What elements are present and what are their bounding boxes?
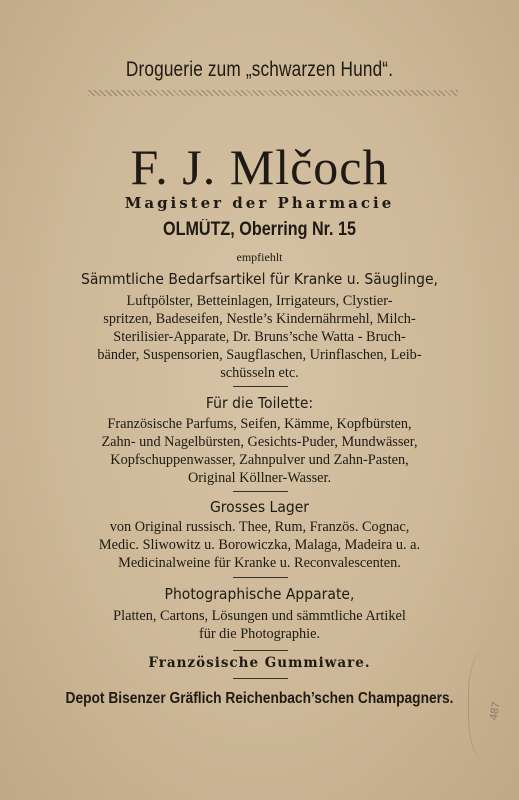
section-2-line: Original Köllner-Wasser.	[187, 470, 332, 486]
section-1-body	[0, 292, 519, 382]
address: OLMÜTZ, Oberring Nr. 15	[163, 219, 356, 240]
decorative-rule	[88, 90, 458, 96]
divider	[233, 386, 288, 387]
section-2-heading: Für die Toilette:	[205, 394, 314, 412]
section-2-line: Kopfschuppenwasser, Zahnpulver und Zahn-Pasten,	[110, 452, 409, 468]
section-4-line: Platten, Cartons, Lösungen und sämmtliche Artikel	[113, 608, 406, 624]
section-1-line: Sterilisier-Apparate, Dr. Bruns’sche Watta - Bruch-	[113, 329, 406, 345]
proprietor-title: Magister der Pharmacie	[124, 194, 395, 212]
divider	[233, 491, 288, 492]
divider	[233, 650, 288, 651]
pencil-note: 487	[487, 700, 503, 722]
section-1-heading: Sämmtliche Bedarfsartikel für Kranke u. Säuglinge,	[81, 270, 438, 288]
section-1-line: spritzen, Badeseifen, Nestle’s Kindernährmehl, Milch-	[103, 311, 416, 327]
section-3-heading: Grosses Lager	[209, 498, 310, 516]
shop-header: Droguerie zum „schwarzen Hund“.	[125, 58, 394, 81]
section-1-line: Luftpölster, Betteinlagen, Irrigateurs, Clystier-	[126, 293, 393, 309]
section-3-line: Medicinalweine für Kranke u. Reconvalescenten.	[118, 555, 401, 571]
depot-line: Depot Bisenzer Gräflich Reichenbach’schen Champagners.	[65, 690, 454, 707]
section-2-line: Französische Parfums, Seifen, Kämme, Kopfbürsten,	[107, 416, 412, 432]
divider	[233, 577, 288, 578]
section-2-line: Zahn- und Nagelbürsten, Gesichts-Puder, Mundwässer,	[101, 434, 418, 450]
section-3-line: von Original russisch. Thee, Rum, Französ. Cognac,	[109, 519, 410, 535]
section-4-heading: Photographische Apparate,	[164, 585, 355, 603]
section-1-line: schüsseln etc.	[220, 365, 299, 381]
pencil-mark	[468, 650, 509, 760]
section-4-body	[0, 607, 519, 643]
section-3-body	[0, 518, 519, 572]
recommends-text: empfiehlt	[236, 250, 283, 264]
proprietor-name: F. J. Mlčoch	[130, 139, 389, 195]
section-3-line: Medic. Sliwowitz u. Borowiczka, Malaga, Madeira u. a.	[98, 537, 421, 553]
section-4-line: für die Photographie.	[198, 626, 321, 642]
divider	[233, 678, 288, 679]
section-1-line: bänder, Suspensorien, Saugflaschen, Urinflaschen, Leib-	[97, 347, 422, 363]
section-2-body	[0, 415, 519, 487]
rubber-goods: Französische Gummiware.	[148, 655, 371, 671]
